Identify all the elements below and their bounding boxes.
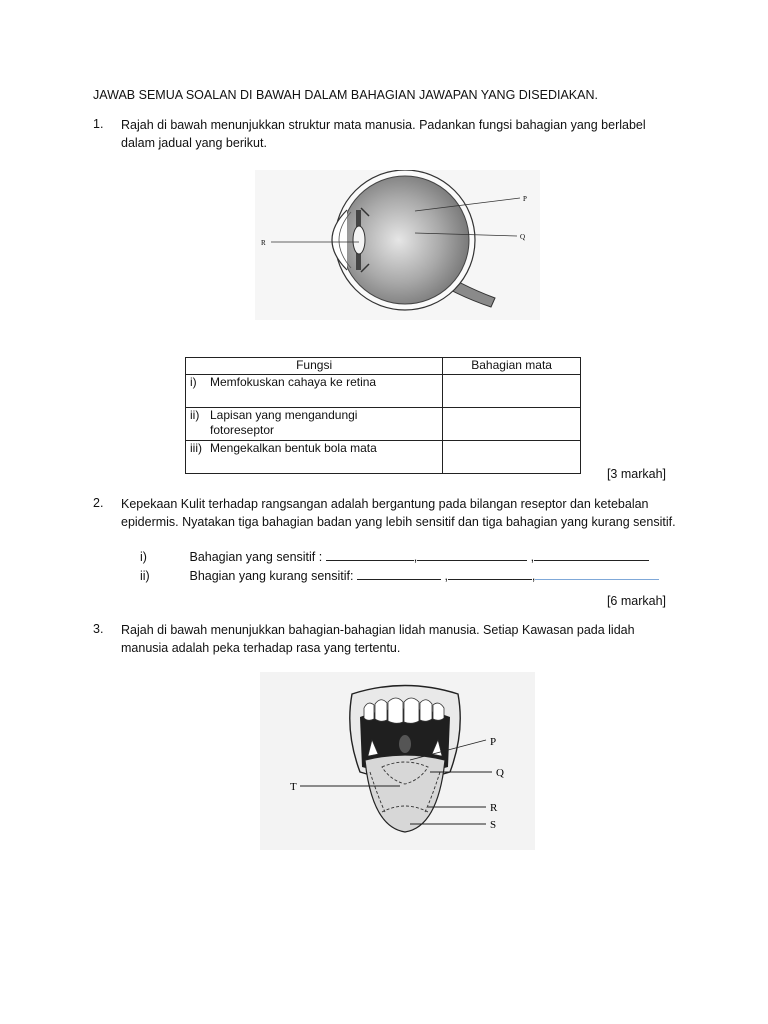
q1-text: Rajah di bawah menunjukkan struktur mata manusia. Padankan fungsi bahagian yang berlabel dalam jadual yang berikut.: [121, 118, 646, 150]
row-number: iii): [190, 441, 202, 455]
eye-function-table: [185, 357, 581, 474]
row-number: i): [190, 375, 197, 389]
eye-label-r: R: [261, 239, 266, 247]
q2-item-label: Bahagian yang sensitif :: [189, 550, 323, 564]
tongue-label-p: P: [490, 736, 497, 748]
header-fungsi: Fungsi: [186, 358, 443, 375]
answer-blank[interactable]: [534, 548, 649, 561]
answer-cell[interactable]: [443, 408, 581, 441]
function-cell: [186, 408, 443, 441]
q2-text: Kepekaan Kulit terhadap rangsangan adalah bergantung pada bilangan reseptor dan ketebalan epidermis. Nyatakan tiga bahagian badan yang lebih sensitif dan tiga bahagian yang kurang sensitif.: [121, 497, 676, 529]
uvula: [399, 735, 411, 753]
function-text: Memfokuskan cahaya ke retina: [210, 375, 377, 389]
q2-item-less-sensitive: ii) Bhagian yang kurang sensitif: , ,: [140, 567, 659, 583]
function-text: Lapisan yang mengandungi fotoreseptor: [210, 408, 358, 437]
function-text: Mengekalkan bentuk bola mata: [210, 441, 377, 455]
lens: [353, 226, 365, 254]
header-bahagian-mata: Bahagian mata: [443, 358, 581, 375]
q2-number: 2.: [93, 496, 104, 510]
table-header-row: [186, 358, 581, 375]
eye-diagram: [255, 170, 540, 320]
tongue-label-r: R: [490, 802, 498, 814]
function-cell: [186, 375, 443, 408]
answer-blank[interactable]: [535, 567, 659, 580]
row-number: ii): [190, 408, 200, 422]
eye-label-p: P: [523, 195, 527, 203]
q2-item-number: i): [140, 550, 147, 564]
q2-marks: [6 markah]: [606, 594, 666, 608]
answer-cell[interactable]: [443, 375, 581, 408]
table-row: [186, 408, 581, 441]
tongue-diagram: [260, 672, 535, 850]
instruction-heading: JAWAB SEMUA SOALAN DI BAWAH DALAM BAHAGIAN JAWAPAN YANG DISEDIAKAN.: [93, 88, 598, 102]
eye-label-q: Q: [520, 233, 526, 241]
q2-item-label: Bhagian yang kurang sensitif:: [189, 569, 354, 583]
table-row: [186, 375, 581, 408]
answer-blank[interactable]: [326, 548, 414, 561]
q2-item-number: ii): [140, 569, 150, 583]
tongue-label-s: S: [490, 819, 497, 831]
answer-blank[interactable]: [357, 567, 441, 580]
answer-blank[interactable]: [417, 548, 527, 561]
answer-cell[interactable]: [443, 441, 581, 474]
function-cell: [186, 441, 443, 474]
tongue-label-q: Q: [496, 767, 504, 779]
q1-number: 1.: [93, 117, 104, 131]
q3-number: 3.: [93, 622, 104, 636]
table-row: [186, 441, 581, 474]
q3-text: Rajah di bawah menunjukkan bahagian-bahagian lidah manusia. Setiap Kawasan pada lidah manusia adalah peka terhadap rasa yang tertentu.: [121, 623, 635, 655]
answer-blank[interactable]: [448, 567, 532, 580]
q2-item-sensitive: i) Bahagian yang sensitif : , ,: [140, 548, 649, 564]
tongue-label-t: T: [290, 781, 297, 793]
q1-marks: [3 markah]: [606, 467, 666, 481]
